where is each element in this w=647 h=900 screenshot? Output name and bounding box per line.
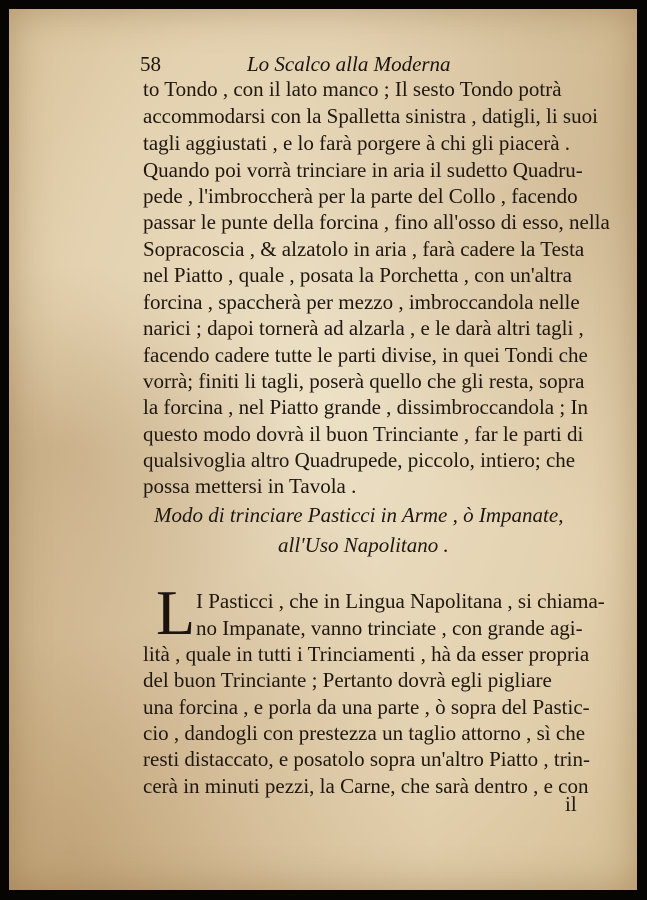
text-line: tagli aggiustati , e lo farà porgere à chi gli piacerà . [143, 131, 571, 155]
text-line: qualsivoglia altro Quadrupede, piccolo, intiero; che [143, 448, 576, 472]
catchword: il [565, 792, 577, 816]
drop-cap: L [156, 577, 196, 648]
text-line: possa mettersi in Tavola . [143, 474, 357, 498]
section-title-line-2: all'Uso Napolitano . [278, 533, 449, 557]
text-line: questo modo dovrà il buon Trinciante , far le parti di [143, 422, 584, 446]
text-line: narici ; dapoi tornerà ad alzarla , e le darà altri tagli , [143, 316, 584, 340]
text-line: resti distaccato, e posatolo sopra un'altro Piatto , trin- [143, 747, 591, 771]
text-line: la forcina , nel Piatto grande , dissimbroccandola ; In [143, 395, 588, 419]
text-line: to Tondo , con il lato manco ; Il sesto Tondo potrà [143, 77, 562, 101]
text-line: del buon Trinciante ; Pertanto dovrà egli pigliare [143, 668, 552, 692]
text-line: no Impanate, vanno trinciate , con grande agi- [196, 616, 583, 640]
text-line: accommodarsi con la Spalletta sinistra , datigli, li suoi [143, 104, 598, 128]
text-line: cerà in minuti pezzi, la Carne, che sarà dentro , e con [143, 774, 589, 798]
text-line: pede , l'imbroccherà per la parte del Collo , facendo [143, 184, 578, 208]
text-line: cio , dandogli con prestezza un taglio attorno , sì che [143, 721, 586, 745]
text-line: una forcina , e porla da una parte , ò sopra del Pastic- [143, 695, 590, 719]
text-line: Quando poi vorrà trinciare in aria il sudetto Quadru- [143, 158, 583, 182]
text-line: nel Piatto , quale , posata la Porchetta , con un'altra [143, 263, 572, 287]
section-title-line-1: Modo di trinciare Pasticci in Arme , ò Impanate, [154, 503, 564, 527]
text-line: vorrà; finiti li tagli, poserà quello che gli resta, sopra [143, 369, 585, 393]
book-page [9, 9, 637, 890]
text-line: passar le punte della forcina , fino all'osso di esso, nella [143, 210, 610, 234]
text-line: lità , quale in tutti i Trinciamenti , hà da esser propria [143, 642, 590, 666]
text-line: Sopracoscia , & alzatolo in aria , farà cadere la Testa [143, 237, 585, 261]
text-line: I Pasticci , che in Lingua Napolitana , si chiama- [196, 589, 605, 613]
running-title: Lo Scalco alla Moderna [247, 52, 451, 76]
text-line: forcina , spaccherà per mezzo , imbroccandola nelle [143, 290, 580, 314]
page-number: 58 [140, 52, 161, 76]
text-line: facendo cadere tutte le parti divise, in quei Tondi che [143, 343, 588, 367]
